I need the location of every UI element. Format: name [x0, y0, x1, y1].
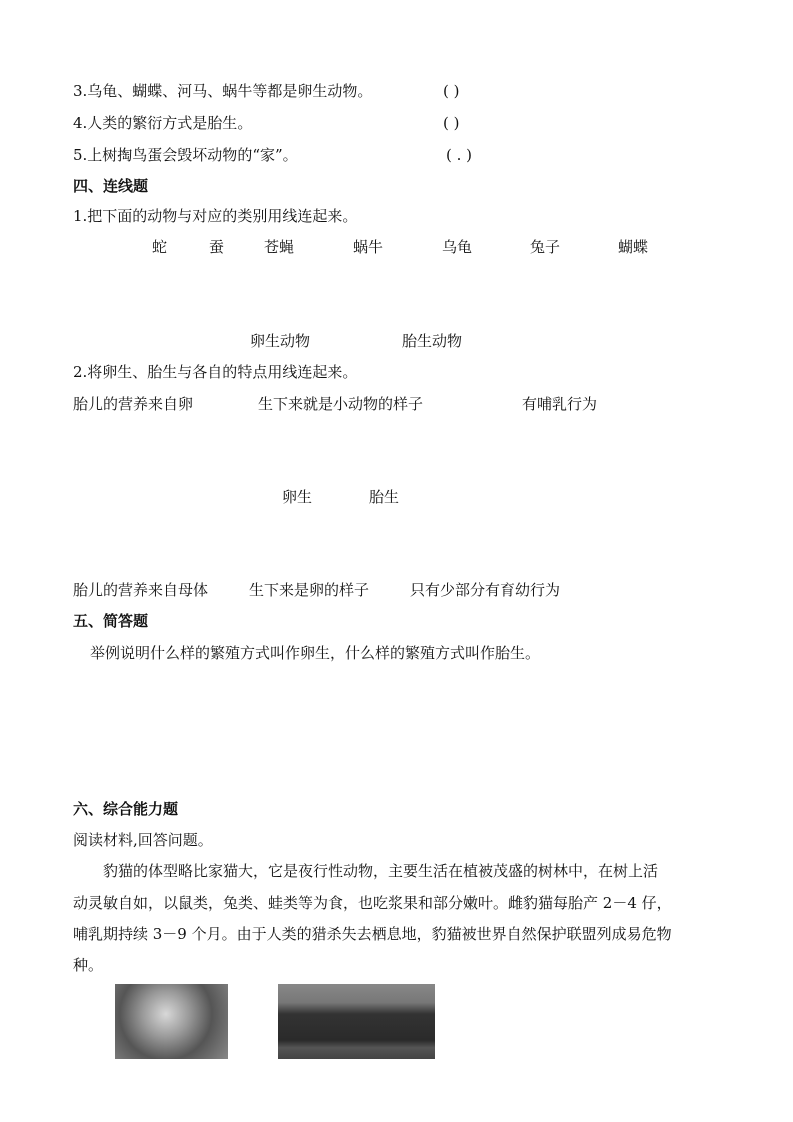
feature: 生下来就是小动物的样子 — [258, 395, 424, 413]
section-6-title: 六、综合能力题 — [73, 800, 179, 818]
category: 卵生动物 — [250, 332, 311, 350]
question-5: 举例说明什么样的繁殖方式叫作卵生，什么样的繁殖方式叫作胎生。 — [90, 644, 541, 662]
animal: 蛇 — [152, 238, 168, 256]
animal: 蜗牛 — [353, 238, 384, 256]
animal: 乌龟 — [442, 238, 473, 256]
question-4-1: 1.把下面的动物与对应的类别用线连起来。 — [73, 207, 358, 225]
feature: 生下来是卵的样子 — [249, 581, 370, 599]
feature: 有哺乳行为 — [522, 395, 598, 413]
question-4-2: 2.将卵生、胎生与各自的特点用线连起来。 — [73, 363, 358, 381]
passage-line: 豹猫的体型略比家猫大，它是夜行性动物，主要生活在植被茂盛的树林中，在树上活 — [103, 862, 659, 880]
answer-paren-5: ( . ) — [446, 146, 473, 164]
animal: 蚕 — [209, 238, 225, 256]
leopard-cat-photo — [115, 984, 228, 1059]
feature: 胎儿的营养来自卵 — [73, 395, 194, 413]
animal: 苍蝇 — [264, 238, 295, 256]
feature: 只有少部分有育幼行为 — [410, 581, 561, 599]
judge-3: 3.乌龟、蝴蝶、河马、蜗牛等都是卵生动物。 — [73, 82, 373, 100]
category: 胎生动物 — [402, 332, 463, 350]
section-4-title: 四、连线题 — [73, 177, 149, 195]
passage-line: 动灵敏自如，以鼠类，兔类、蛙类等为食，也吃浆果和部分嫩叶。雌豹猫每胎产 2－4 仔， — [73, 894, 672, 912]
section-5-title: 五、简答题 — [73, 612, 149, 630]
feature: 胎儿的营养来自母体 — [73, 581, 209, 599]
judge-4: 4.人类的繁衍方式是胎生。 — [73, 114, 253, 132]
mode: 胎生 — [369, 488, 400, 506]
answer-paren-4: ( ) — [443, 114, 460, 132]
mode: 卵生 — [282, 488, 313, 506]
habitat-photo — [278, 984, 435, 1059]
intro: 阅读材料,回答问题。 — [73, 831, 213, 849]
passage-line: 种。 — [73, 956, 104, 974]
answer-paren-3: ( ) — [443, 82, 460, 100]
judge-5: 5.上树掏鸟蛋会毁坏动物的“家”。 — [73, 146, 298, 164]
animal: 蝴蝶 — [618, 238, 649, 256]
animal: 兔子 — [530, 238, 561, 256]
passage-line: 哺乳期持续 3－9 个月。由于人类的猎杀失去栖息地，豹猫被世界自然保护联盟列成易危物 — [73, 925, 672, 943]
